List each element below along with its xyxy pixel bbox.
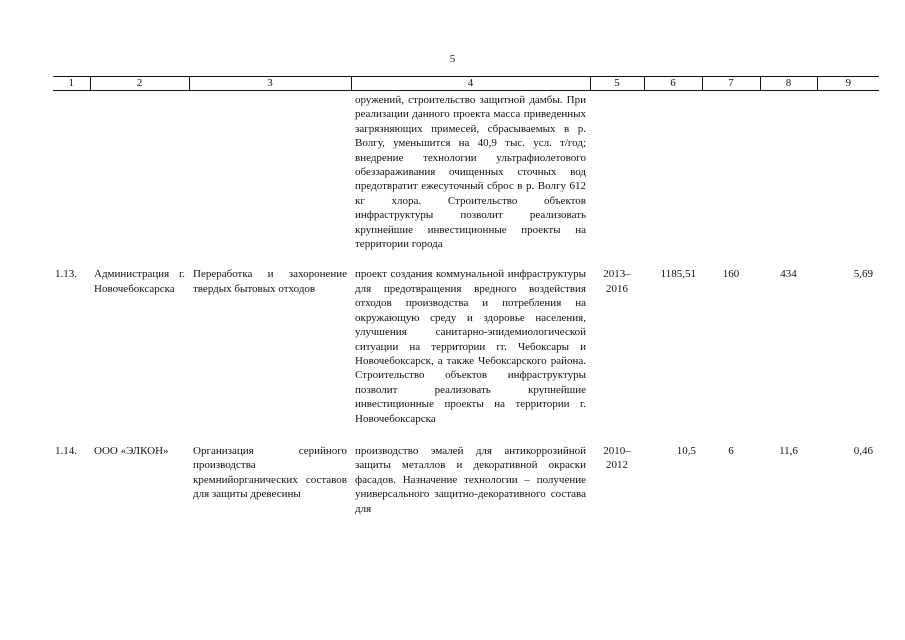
column-header: 8	[760, 77, 817, 91]
value-col7: 6	[728, 444, 734, 457]
table-row	[53, 438, 879, 528]
column-header: 3	[189, 77, 351, 91]
continuation-row	[53, 91, 879, 262]
table-row	[53, 261, 879, 437]
column-header: 2	[90, 77, 189, 91]
project-description: проект создания коммунальной инфраструктуры для предотвращения вредного воздействия отходов производства и потребления на окружающую среду и здоровье населения, улучшения санитарно-эпидемиологической ситуации на территории гг. Чебоксары и Новочебоксарск, а также Чебоксарского района. Строительство объектов инфраструктуры позволит реализовать крупнейшие инвестиционные проекты на территории г. Новочебоксарска	[355, 268, 586, 425]
project-name: Переработка и захоронение твердых бытовых отходов	[193, 268, 347, 295]
period: 2010– 2012	[603, 444, 631, 472]
column-number-header-row	[53, 77, 879, 91]
row-number: 1.13.	[55, 268, 77, 281]
page-number: 5	[449, 53, 456, 65]
column-header: 7	[702, 77, 760, 91]
row-number: 1.14.	[55, 444, 77, 457]
value-col9: 0,46	[853, 444, 873, 457]
organization: ООО «ЭЛКОН»	[94, 444, 169, 457]
value-col8: 11,6	[779, 444, 798, 457]
column-header: 6	[644, 77, 702, 91]
continued-description: оружений, строительство защитной дамбы. При реализации данного проекта масса приведенных загрязняющих примесей, сбрасываемых в р. Волгу, уменьшится на 40,9 тыс. усл. т/год; внедрение технологии ультрафиолетового обеззараживания очищенных сточных вод предотвратит ежесуточный сброс в р. Волгу 612 кг хлора. Строительство объектов инфраструктуры позволит реализовать крупнейшие инвестиционные проекты на территории города	[355, 94, 586, 251]
value-col8: 434	[780, 268, 797, 281]
value-col6: 10,5	[676, 444, 696, 457]
period: 2013– 2016	[603, 268, 631, 295]
value-col9: 5,69	[853, 268, 873, 281]
project-name: Организация серийного производства кремнийорганических составов для защиты древесины	[193, 444, 347, 501]
column-header: 1	[53, 77, 90, 91]
column-header: 4	[351, 77, 590, 91]
column-header: 9	[817, 77, 879, 91]
projects-table	[53, 76, 879, 528]
value-col7: 160	[722, 268, 740, 281]
value-col6: 1185,51	[660, 268, 696, 281]
column-header: 5	[590, 77, 644, 91]
project-description: производство эмалей для антикоррозийной защиты металлов и декоративной окраски фасадов. Назначение технологии – получение универсального защитно-декоративного состава для	[355, 444, 586, 515]
organization: Администрация г. Новочебоксарска	[94, 268, 185, 295]
